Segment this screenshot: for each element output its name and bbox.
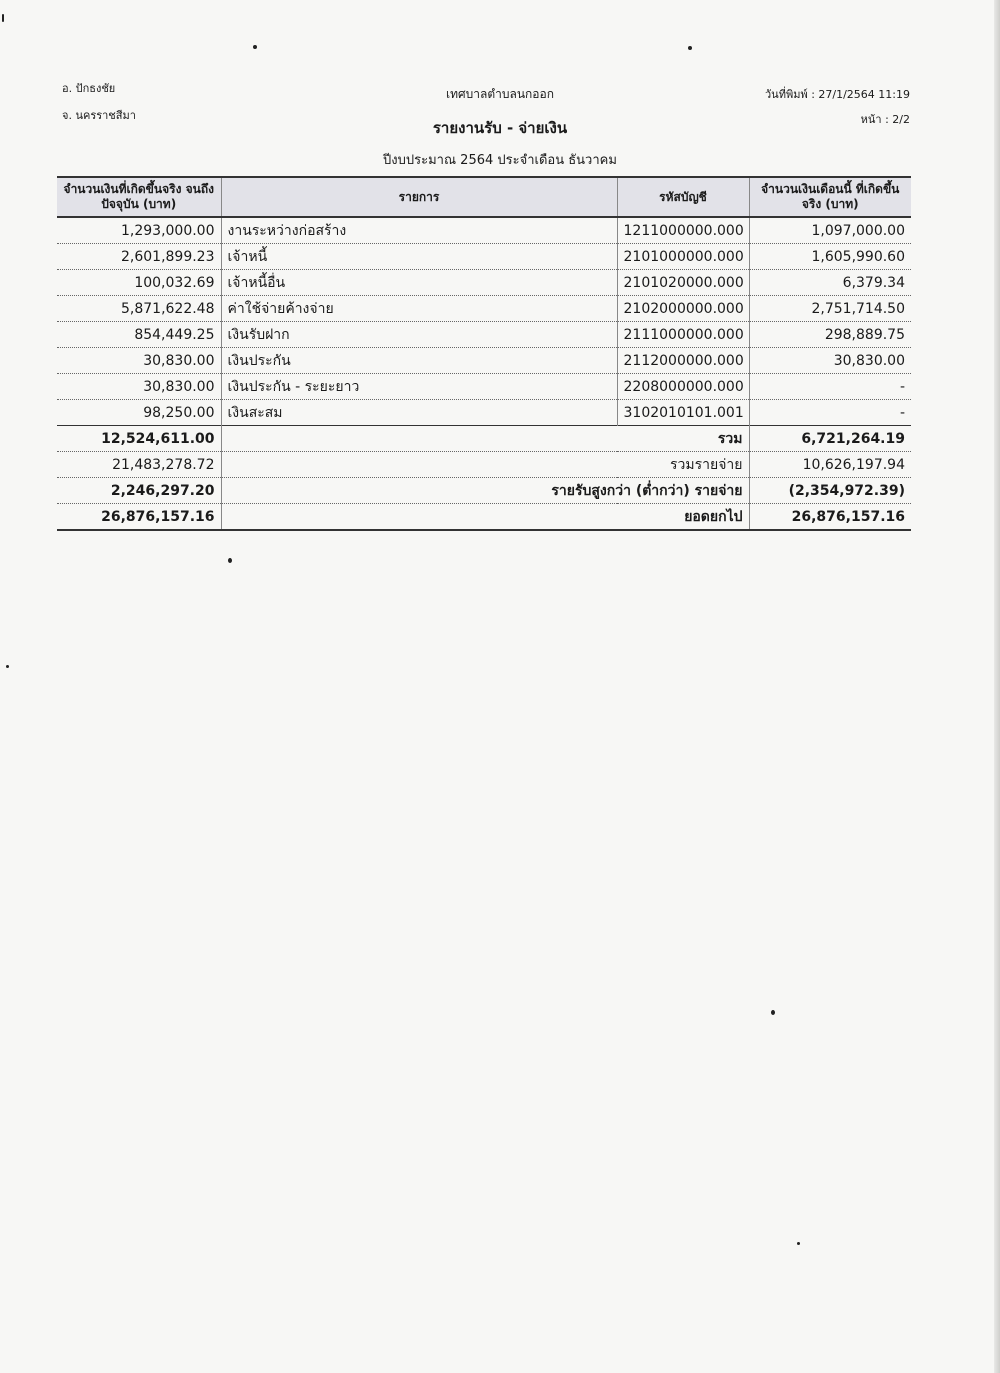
month-amount: 1,605,990.60	[749, 244, 911, 270]
ytd-amount: 854,449.25	[57, 322, 221, 348]
total-row	[57, 426, 911, 452]
month-amount: 2,751,714.50	[749, 296, 911, 322]
month-amount: 6,379.34	[749, 270, 911, 296]
account-code: 2111000000.000	[617, 322, 749, 348]
surplus-row	[57, 478, 911, 504]
carried-forward-label: ยอดยกไป	[221, 504, 749, 531]
item-name: เจ้าหนี้	[221, 244, 617, 270]
surplus-month: (2,354,972.39)	[749, 478, 911, 504]
total-ytd: 12,524,611.00	[57, 426, 221, 452]
month-amount: 298,889.75	[749, 322, 911, 348]
ytd-amount: 98,250.00	[57, 400, 221, 426]
table-row	[57, 296, 911, 322]
table-row	[57, 374, 911, 400]
table-row	[57, 270, 911, 296]
ytd-amount: 30,830.00	[57, 348, 221, 374]
ytd-amount: 30,830.00	[57, 374, 221, 400]
ytd-amount: 2,601,899.23	[57, 244, 221, 270]
scan-speck	[797, 1242, 800, 1245]
table-row	[57, 217, 911, 244]
total-expense-ytd: 21,483,278.72	[57, 452, 221, 478]
account-code: 3102010101.001	[617, 400, 749, 426]
month-amount: 1,097,000.00	[749, 217, 911, 244]
table-row	[57, 322, 911, 348]
item-name: ค่าใช้จ่ายค้างจ่าย	[221, 296, 617, 322]
report-subtitle: ปีงบประมาณ 2564 ประจำเดือน ธันวาคม	[383, 153, 617, 168]
print-date: วันที่พิมพ์ : 27/1/2564 11:19	[765, 88, 910, 101]
column-header-ytd: จำนวนเงินที่เกิดขึ้นจริง จนถึงปัจจุบัน (บาท)	[57, 177, 221, 217]
total-expense-month: 10,626,197.94	[749, 452, 911, 478]
column-header-code: รหัสบัญชี	[617, 177, 749, 217]
total-expense-label: รวมรายจ่าย	[221, 452, 749, 478]
report-title: รายงานรับ - จ่ายเงิน	[432, 119, 568, 137]
total-month: 6,721,264.19	[749, 426, 911, 452]
column-header-item: รายการ	[221, 177, 617, 217]
carried-forward-ytd: 26,876,157.16	[57, 504, 221, 531]
total-label: รวม	[221, 426, 749, 452]
scan-speck	[688, 46, 692, 50]
scan-speck	[771, 1010, 775, 1015]
receipt-payment-table	[57, 176, 911, 531]
account-code: 2101000000.000	[617, 244, 749, 270]
scan-speck	[6, 665, 9, 668]
table-row	[57, 348, 911, 374]
ytd-amount: 1,293,000.00	[57, 217, 221, 244]
province-label: จ. นครราชสีมา	[62, 109, 136, 122]
column-header-month: จำนวนเงินเดือนนี้ ที่เกิดขึ้นจริง (บาท)	[749, 177, 911, 217]
carried-forward-month: 26,876,157.16	[749, 504, 911, 531]
account-code: 1211000000.000	[617, 217, 749, 244]
surplus-label: รายรับสูงกว่า (ต่ำกว่า) รายจ่าย	[221, 478, 749, 504]
month-amount: -	[749, 374, 911, 400]
table-row	[57, 400, 911, 426]
page-number: หน้า : 2/2	[860, 113, 910, 126]
district-label: อ. ปักธงชัย	[62, 82, 116, 95]
carried-forward-row	[57, 504, 911, 531]
month-amount: 30,830.00	[749, 348, 911, 374]
item-name: เงินรับฝาก	[221, 322, 617, 348]
item-name: เจ้าหนี้อื่น	[221, 270, 617, 296]
item-name: งานระหว่างก่อสร้าง	[221, 217, 617, 244]
account-code: 2208000000.000	[617, 374, 749, 400]
item-name: เงินประกัน	[221, 348, 617, 374]
table-header-row	[57, 177, 911, 217]
total-expense-row	[57, 452, 911, 478]
account-code: 2102000000.000	[617, 296, 749, 322]
item-name: เงินประกัน - ระยะยาว	[221, 374, 617, 400]
scan-speck	[2, 14, 4, 22]
scan-speck	[253, 45, 257, 49]
surplus-ytd: 2,246,297.20	[57, 478, 221, 504]
ytd-amount: 5,871,622.48	[57, 296, 221, 322]
account-code: 2112000000.000	[617, 348, 749, 374]
item-name: เงินสะสม	[221, 400, 617, 426]
scan-speck	[228, 558, 232, 563]
organization-name: เทศบาลตำบลนกออก	[446, 87, 554, 101]
ytd-amount: 100,032.69	[57, 270, 221, 296]
table-row	[57, 244, 911, 270]
account-code: 2101020000.000	[617, 270, 749, 296]
month-amount: -	[749, 400, 911, 426]
page-edge	[994, 0, 1000, 1373]
